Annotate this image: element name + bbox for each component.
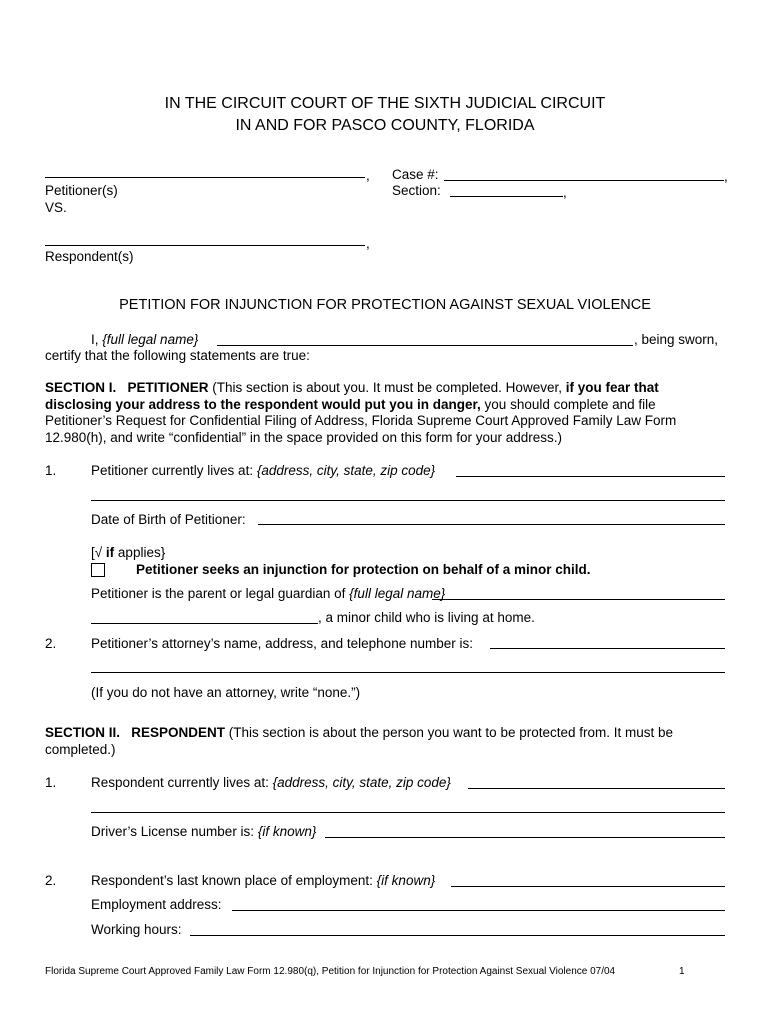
- section-comma: ,: [563, 185, 567, 200]
- petitioner-name-field[interactable]: [45, 177, 365, 178]
- minor-child-name-field[interactable]: [91, 623, 318, 624]
- attorney-label: Petitioner’s attorney’s name, address, and telephone number is:: [91, 636, 473, 651]
- petitioner-address-field[interactable]: [456, 476, 725, 477]
- full-legal-name-hint: {full legal name}: [102, 332, 199, 347]
- no-attorney-note: (If you do not have an attorney, write “none.”): [91, 685, 361, 700]
- section2-intro-text: (This section is about the person you want to be protected from. It must be completed.): [45, 725, 674, 757]
- employment-address-label: Employment address:: [91, 897, 222, 912]
- minor-child-text: , a minor child who is living at home.: [318, 610, 535, 625]
- full-legal-name-field[interactable]: [217, 345, 633, 346]
- vs-label: VS.: [45, 200, 67, 215]
- employment-number: 2.: [45, 873, 57, 888]
- respondent-address-field[interactable]: [468, 788, 725, 789]
- employment-label: Respondent’s last known place of employment:: [91, 873, 377, 888]
- respondent-address-label: Respondent currently lives at:: [91, 775, 273, 790]
- section1-intro-b: you should complete and file Petitioner’s Request for Confidential Filing of Address, Florida Supreme Court Approved Family Law Form 12.980(h), and write “confidential” in the space provided on this form for your address.): [45, 396, 677, 445]
- form-title: PETITION FOR INJUNCTION FOR PROTECTION AGAINST SEXUAL VIOLENCE: [119, 297, 651, 313]
- case-number-label: Case #:: [392, 167, 439, 182]
- respondent-label: Respondent(s): [45, 249, 134, 264]
- respondent-address-number: 1.: [45, 775, 57, 790]
- oath-line: [91, 332, 198, 347]
- section1-heading-title: PETITIONER: [127, 380, 209, 395]
- license-field[interactable]: [325, 837, 725, 838]
- working-hours-field[interactable]: [190, 935, 725, 936]
- section1-heading: SECTION I.: [45, 380, 117, 395]
- section1-intro-a: (This section is about you. It must be completed. However,: [208, 380, 566, 395]
- petitioner-address-field-2[interactable]: [91, 500, 725, 501]
- petitioner-label: Petitioner(s): [45, 183, 118, 198]
- respondent-comma: ,: [366, 236, 370, 251]
- license-label: Driver’s License number is:: [91, 824, 258, 839]
- footer-form-citation: Florida Supreme Court Approved Family Law Form 12.980(q), Petition for Injunction for Protection Against Sexual Violence 07/04: [45, 966, 616, 977]
- page-number: 1: [679, 966, 685, 977]
- employment-hint: {if known}: [376, 873, 436, 888]
- attorney-field-2[interactable]: [91, 672, 725, 673]
- applies-note: [91, 545, 165, 560]
- case-number-comma: ,: [724, 169, 728, 184]
- petitioner-address-label-line: [91, 463, 435, 478]
- applies-bold: if: [105, 545, 115, 560]
- minor-child-checkbox[interactable]: [91, 563, 105, 577]
- guardian-label: Petitioner is the parent or legal guardian of: [91, 586, 350, 601]
- section2-intro: [45, 725, 725, 758]
- petitioner-address-hint: {address, city, state, zip code}: [256, 463, 436, 478]
- guardian-child-name-field[interactable]: [432, 599, 725, 600]
- guardian-line: [91, 586, 445, 601]
- attorney-field[interactable]: [490, 648, 725, 649]
- respondent-address-field-2[interactable]: [91, 812, 725, 813]
- applies-open: [√: [91, 545, 106, 560]
- petitioner-comma: ,: [366, 168, 370, 183]
- minor-child-checkbox-label: Petitioner seeks an injunction for protection on behalf of a minor child.: [136, 562, 591, 577]
- section-field[interactable]: [450, 196, 563, 197]
- respondent-name-field[interactable]: [45, 245, 365, 246]
- petitioner-dob-label: Date of Birth of Petitioner:: [91, 512, 246, 527]
- employment-field[interactable]: [451, 886, 725, 887]
- oath-prefix: I,: [91, 332, 103, 347]
- license-hint: {if known}: [257, 824, 317, 839]
- working-hours-label: Working hours:: [91, 922, 182, 937]
- respondent-address-hint: {address, city, state, zip code}: [272, 775, 451, 790]
- section2-heading: SECTION II.: [45, 725, 121, 740]
- case-number-field[interactable]: [444, 180, 724, 181]
- section2-heading-title: RESPONDENT: [131, 725, 226, 740]
- petitioner-address-number: 1.: [45, 463, 57, 478]
- guardian-hint: {full legal name}: [349, 586, 446, 601]
- employment-label-line: [91, 873, 435, 888]
- license-line: [91, 824, 316, 839]
- applies-close: applies}: [114, 545, 166, 560]
- petitioner-dob-field[interactable]: [258, 524, 725, 525]
- court-header-line1: IN THE CIRCUIT COURT OF THE SIXTH JUDICIAL CIRCUIT: [164, 95, 606, 112]
- attorney-number: 2.: [45, 636, 57, 651]
- employment-address-field[interactable]: [232, 910, 725, 911]
- oath-certify-text: certify that the following statements are true:: [45, 348, 310, 363]
- section1-intro: [45, 380, 725, 446]
- section1-intro-bold: if you fear that disclosing your address to the respondent would put you in danger,: [45, 380, 659, 412]
- respondent-address-label-line: [91, 775, 451, 790]
- petitioner-address-label: Petitioner currently lives at:: [91, 463, 257, 478]
- oath-suffix: , being sworn,: [634, 332, 719, 347]
- section-label: Section:: [392, 183, 441, 198]
- court-header-line2: IN AND FOR PASCO COUNTY, FLORIDA: [235, 117, 535, 134]
